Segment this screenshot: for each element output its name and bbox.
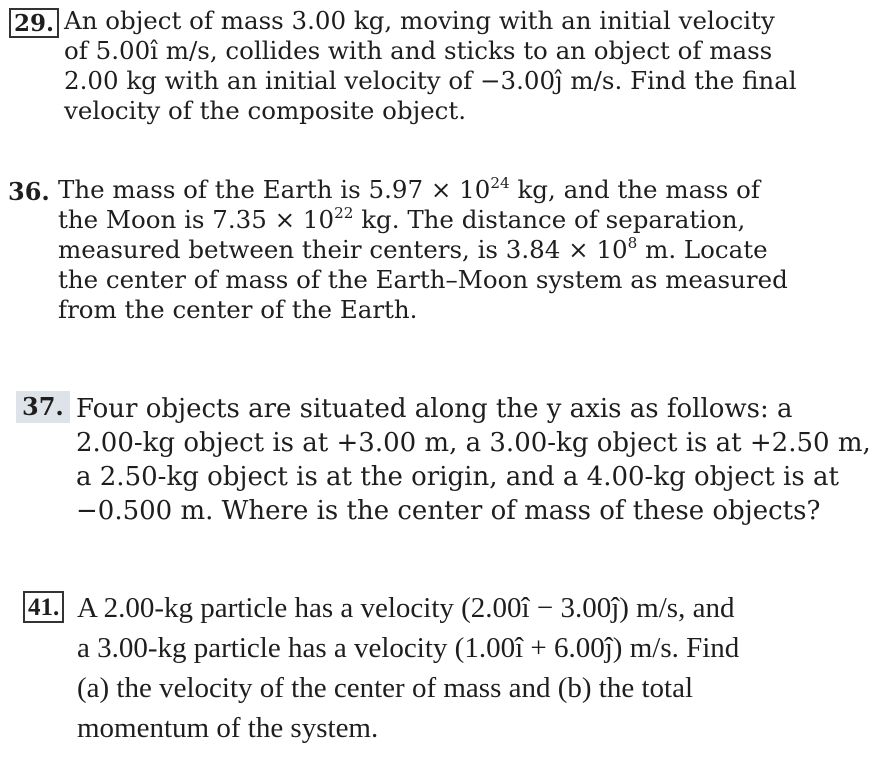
text-line: momentum of the system.: [77, 712, 379, 744]
text-line: of 5.00î m/s, collides with and sticks to an object of mass: [64, 36, 773, 65]
exponent: 8: [627, 234, 638, 253]
text-segment: m. Locate: [637, 235, 768, 264]
text-line: the center of mass of the Earth–Moon system as measured: [58, 265, 788, 294]
text-line: A 2.00-kg particle has a velocity (2.00î − 3.00ĵ) m/s, and: [77, 592, 735, 624]
exponent: 24: [490, 174, 510, 193]
text-line: An object of mass 3.00 kg, moving with an initial velocity: [64, 6, 775, 35]
problem-text: [58, 175, 830, 325]
text-line: a 2.50-kg object is at the origin, and a 4.00-kg object is at: [76, 462, 839, 492]
text-segment: The mass of the Earth is 5.97 × 10: [58, 175, 491, 204]
text-line: from the center of the Earth.: [58, 295, 418, 324]
problem-number: 29.: [9, 8, 59, 38]
problem-number: 36.: [8, 177, 50, 206]
text-line: [58, 235, 830, 265]
text-line: [58, 175, 830, 205]
text-segment: measured between their centers, is 3.84 × 10: [58, 235, 628, 264]
text-line: 2.00-kg object is at +3.00 m, a 3.00-kg object is at +2.50 m,: [76, 428, 871, 458]
problem-number: 37.: [16, 391, 70, 423]
text-line: velocity of the composite object.: [64, 96, 467, 125]
text-line: Four objects are situated along the y axis as follows: a: [76, 394, 793, 424]
text-line: [58, 205, 830, 235]
text-segment: the Moon is 7.35 × 10: [58, 205, 335, 234]
text-line: −0.500 m. Where is the center of mass of these objects?: [76, 496, 821, 526]
text-line: (a) the velocity of the center of mass and (b) the total: [77, 672, 694, 704]
text-segment: kg. The distance of separation,: [353, 205, 746, 234]
problem-number: 41.: [23, 591, 64, 623]
problem-text: [77, 588, 831, 748]
text-line: a 3.00-kg particle has a velocity (1.00î + 6.00ĵ) m/s. Find: [77, 632, 740, 664]
problem-text: [76, 392, 871, 528]
exponent: 22: [334, 204, 354, 223]
text-line: 2.00 kg with an initial velocity of −3.00ĵ m/s. Find the final: [64, 66, 797, 95]
problem-text: [64, 6, 832, 126]
text-segment: kg, and the mass of: [509, 175, 760, 204]
